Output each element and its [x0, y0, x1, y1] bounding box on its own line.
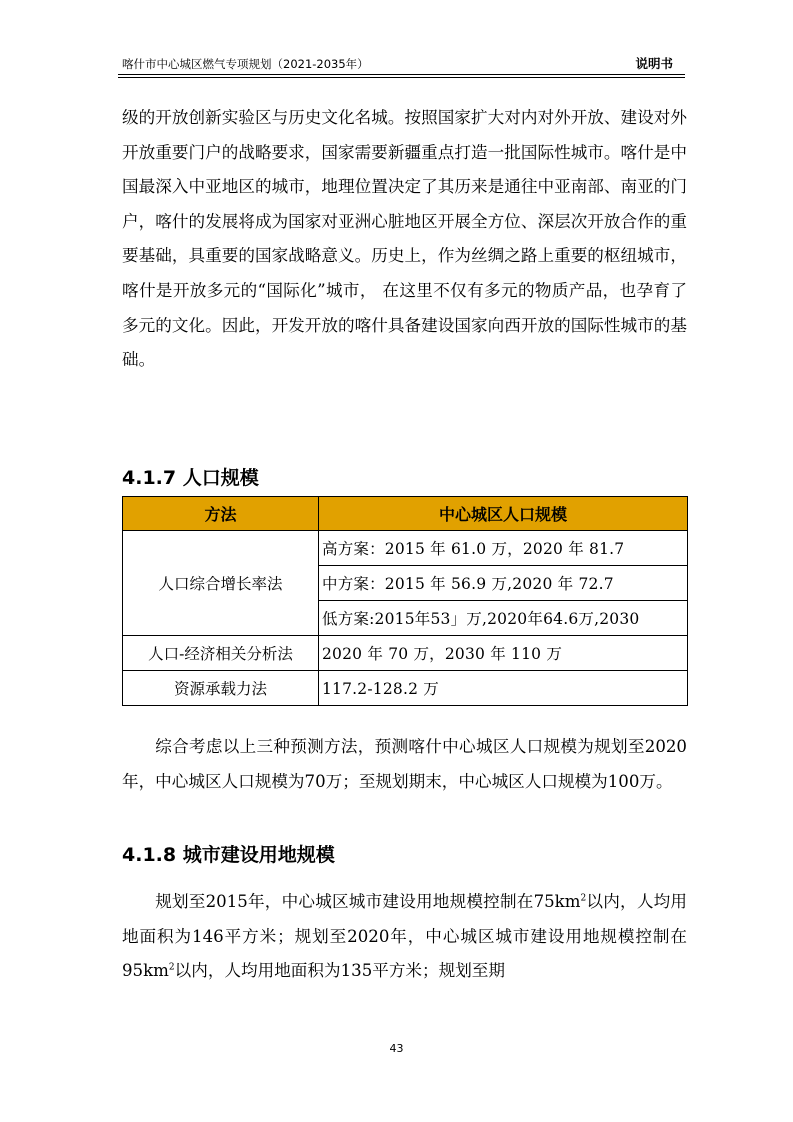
table-cell-method: 人口-经济相关分析法 — [123, 636, 319, 671]
body-paragraph-population-summary: 综合考虑以上三种预测方法，预测喀什中心城区人口规模为规划至2020年，中心城区人口规模为70万；至规划期末，中心城区人口规模为100万。 — [122, 737, 687, 791]
table-cell-method: 资源承载力法 — [123, 671, 319, 706]
body-paragraph-land-use — [122, 885, 687, 989]
header-rule-thin — [118, 77, 685, 78]
population-table — [122, 496, 688, 706]
table-row — [123, 671, 688, 706]
table-cell-mid-scenario: 中方案：2015 年 56.9 万,2020 年 72.7 — [319, 566, 688, 601]
table-row — [123, 531, 688, 566]
land-use-text-part1: 规划至2015年，中心城区城市建设用地规模控制在75km — [155, 892, 581, 911]
table-row — [123, 636, 688, 671]
land-use-text-part3: 以内，人均用地面积为135平方米；规划至期 — [174, 961, 505, 981]
body-paragraph-intro: 级的开放创新实验区与历史文化名城。按照国家扩大对内对外开放、建设对外开放重要门户的战略要求，国家需要新疆重点打造一批国际性城市。喀什是中国最深入中亚地区的城市，地理位置决定了其历来是通往中亚南部、南亚的门户，喀什的发展将成为国家对亚洲心脏地区开展全方位、深层次开放合作的重要基础，具重要的国家战略意义。历史上，作为丝绸之路上重要的枢纽城市，喀什是开放多元的“国际化”城市， 在这里不仅有多元的物质产品，也孕育了多元的文化。因此，开发开放的喀什具备建设国家向西开放的国际性城市的基础。 — [122, 108, 687, 370]
superscript-2: 2 — [580, 893, 587, 904]
table-cell-low-scenario: 低方案:2015年53」万,2020年64.6万,2030 — [319, 601, 688, 636]
table-header-scale: 中心城区人口规模 — [319, 497, 688, 531]
table-header-method: 方法 — [123, 497, 319, 531]
header-rule — [118, 74, 685, 75]
superscript-2: 2 — [168, 962, 175, 973]
land-use-text-part2: 以内，人均用地面积为146平方米；规划至2020年，中心城区城市建设用地规模控制在95km — [122, 892, 688, 981]
table-cell-method: 人口综合增长率法 — [123, 531, 319, 636]
table-cell-resource-value: 117.2-128.2 万 — [319, 671, 688, 706]
section-heading-land-use: 4.1.8 城市建设用地规模 — [122, 844, 335, 866]
table-header-row — [123, 497, 688, 531]
page-number: 43 — [389, 1042, 404, 1055]
header-section-label: 说明书 — [635, 56, 673, 71]
table-cell-econ-value: 2020 年 70 万，2030 年 110 万 — [319, 636, 688, 671]
section-heading-population: 4.1.7 人口规模 — [122, 467, 259, 489]
table-cell-high-scenario: 高方案：2015 年 61.0 万，2020 年 81.7 — [319, 531, 688, 566]
header-title: 喀什市中心城区燃气专项规划（2021-2035年） — [122, 57, 369, 71]
